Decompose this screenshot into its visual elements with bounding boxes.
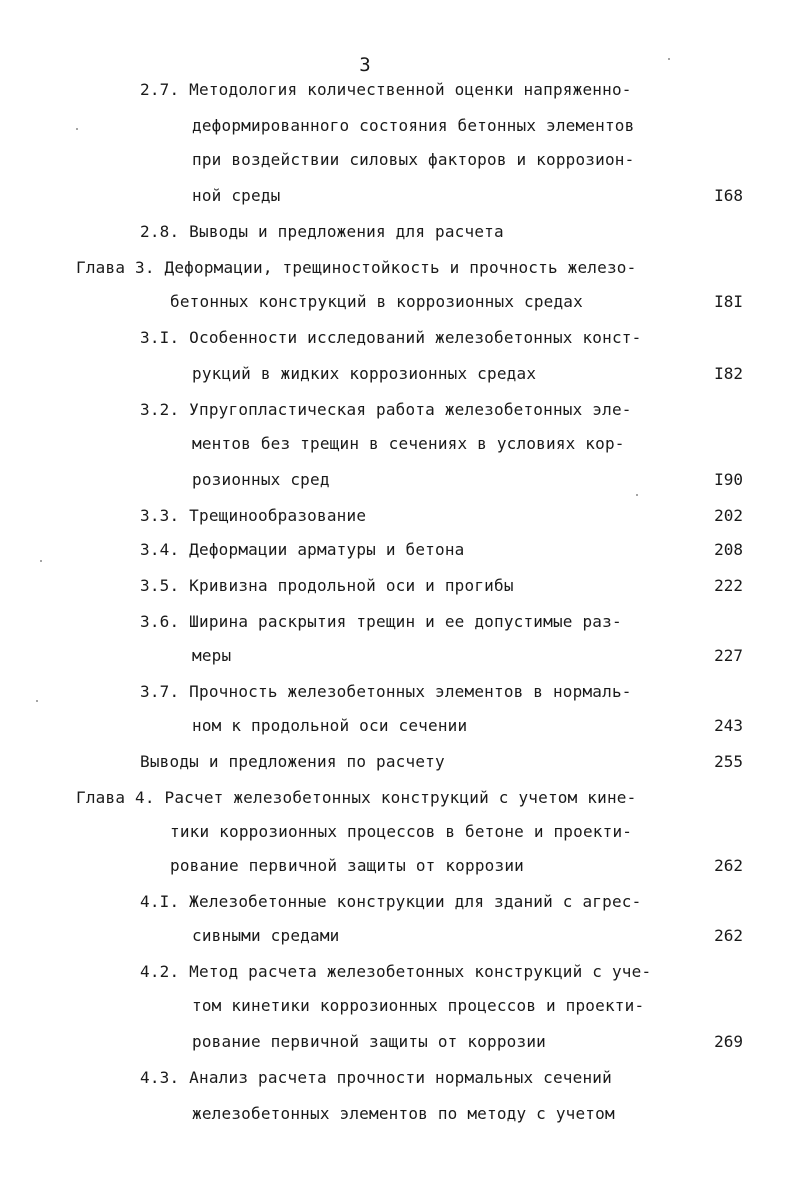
toc-page-number: 202: [714, 506, 743, 525]
toc-entry-continuation: ном к продольной оси сечении: [192, 716, 468, 735]
toc-entry-title: 3.2. Упругопластическая работа железобетонных эле-: [140, 400, 632, 419]
toc-page-number: 208: [714, 540, 743, 559]
toc-page-number: 262: [714, 856, 743, 875]
toc-entry-title: 3.7. Прочность железобетонных элементов в нормаль-: [140, 682, 632, 701]
toc-entry-title: Выводы и предложения по расчету: [140, 752, 445, 771]
page-number: 3: [359, 54, 371, 76]
scan-speck: [40, 560, 42, 562]
toc-entry-continuation: деформированного состояния бетонных элементов: [192, 116, 635, 135]
toc-entry-continuation: рукций в жидких коррозионных средах: [192, 364, 537, 383]
toc-entry-continuation: ной среды: [192, 186, 281, 205]
toc-entry-title: Глава 4. Расчет железобетонных конструкций с учетом кине-: [76, 788, 637, 807]
toc-page-number: 243: [714, 716, 743, 735]
toc-entry-continuation: ментов без трещин в сечениях в условиях кор-: [192, 434, 625, 453]
scan-speck: [636, 494, 638, 496]
toc-entry-continuation: рование первичной защиты от коррозии: [170, 856, 524, 875]
toc-entry-title: 3.3. Трещинообразование: [140, 506, 367, 525]
toc-entry-title: 2.7. Методология количественной оценки напряженно-: [140, 80, 632, 99]
toc-entry-continuation: при воздействии силовых факторов и коррозион-: [192, 150, 635, 169]
toc-entry-title: 3.6. Ширина раскрытия трещин и ее допустимые раз-: [140, 612, 622, 631]
toc-entry-title: 4.I. Железобетонные конструкции для зданий с агрес-: [140, 892, 642, 911]
toc-page-number: I8I: [714, 292, 743, 311]
toc-page-number: 262: [714, 926, 743, 945]
toc-page-number: I82: [714, 364, 743, 383]
toc-entry-title: 3.4. Деформации арматуры и бетона: [140, 540, 465, 559]
toc-entry-title: Глава 3. Деформации, трещиностойкость и прочность железо-: [76, 258, 637, 277]
toc-entry-continuation: рование первичной защиты от коррозии: [192, 1032, 546, 1051]
toc-entry-continuation: меры: [192, 646, 232, 665]
toc-entry-continuation: розионных сред: [192, 470, 330, 489]
scan-speck: [668, 58, 670, 60]
scan-speck: [36, 700, 38, 702]
toc-entry-title: 3.5. Кривизна продольной оси и прогибы: [140, 576, 514, 595]
toc-entry-title: 4.2. Метод расчета железобетонных конструкций с уче-: [140, 962, 652, 981]
toc-page-number: I90: [714, 470, 743, 489]
toc-page-number: 255: [714, 752, 743, 771]
toc-entry-title: 2.8. Выводы и предложения для расчета: [140, 222, 504, 241]
toc-entry-title: 4.3. Анализ расчета прочности нормальных сечений: [140, 1068, 612, 1087]
toc-entry-continuation: сивными средами: [192, 926, 340, 945]
toc-entry-continuation: бетонных конструкций в коррозионных средах: [170, 292, 583, 311]
toc-page-number: 227: [714, 646, 743, 665]
toc-page-number: 222: [714, 576, 743, 595]
toc-entry-continuation: тики коррозионных процессов в бетоне и проекти-: [170, 822, 633, 841]
toc-entry-title: 3.I. Особенности исследований железобетонных конст-: [140, 328, 642, 347]
scan-speck: [76, 128, 78, 130]
toc-page-number: 269: [714, 1032, 743, 1051]
toc-entry-continuation: том кинетики коррозионных процессов и проекти-: [192, 996, 645, 1015]
toc-page-number: I68: [714, 186, 743, 205]
toc-entry-continuation: железобетонных элементов по методу с учетом: [192, 1104, 615, 1123]
